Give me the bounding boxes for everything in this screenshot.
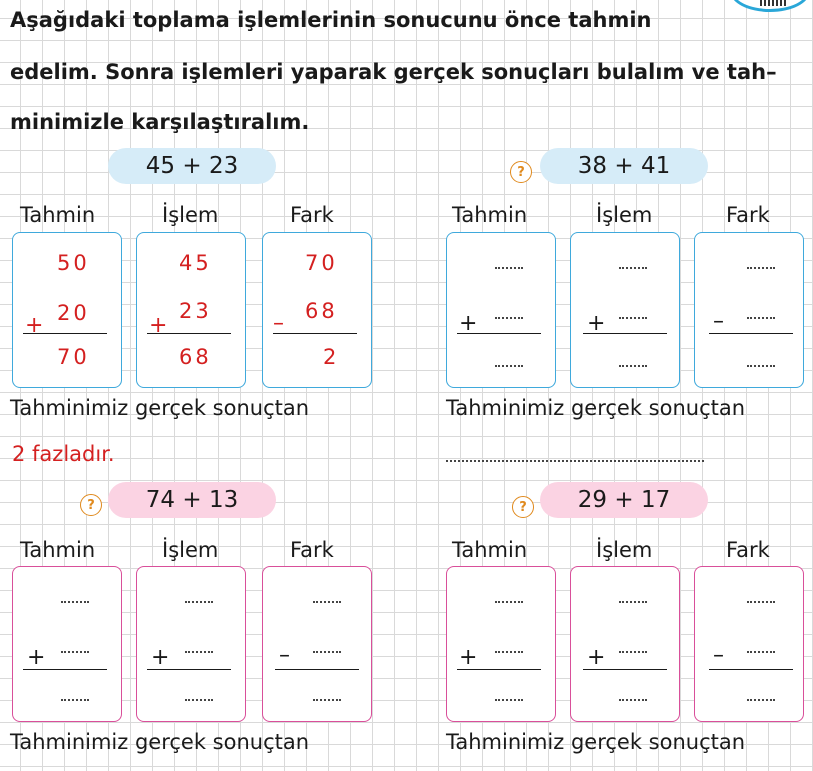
tahmin-bottom: 20 (57, 301, 90, 325)
blank-bottom[interactable] (495, 317, 523, 319)
islem-box[interactable] (570, 566, 680, 722)
blank-bottom[interactable] (61, 651, 89, 653)
fark-box[interactable] (694, 566, 804, 722)
tahmin-top: 50 (57, 251, 90, 275)
comparison-answer: 2 fazladır. (12, 442, 115, 466)
expression-pill: 38 + 41 (540, 148, 708, 184)
blank-result[interactable] (185, 699, 213, 701)
fark-box[interactable] (262, 566, 372, 722)
difference-line (275, 669, 359, 670)
blank-bottom[interactable] (313, 651, 341, 653)
blank-result[interactable] (313, 699, 341, 701)
difference-line (273, 333, 357, 334)
header-fark: Fark (726, 538, 770, 562)
tahmin-box[interactable] (12, 566, 122, 722)
islem-box[interactable] (136, 566, 246, 722)
tahmin-box[interactable] (446, 232, 556, 388)
blank-result[interactable] (747, 365, 775, 367)
plus-sign: + (151, 645, 170, 670)
question-icon: ? (510, 161, 532, 183)
sum-line (23, 333, 107, 334)
blank-result[interactable] (747, 699, 775, 701)
expression-pill: 29 + 17 (540, 482, 708, 518)
tahmin-box (12, 232, 122, 388)
sum-line (23, 669, 107, 670)
tahmin-box[interactable] (446, 566, 556, 722)
header-fark: Fark (726, 203, 770, 227)
plus-sign: + (587, 645, 606, 670)
blank-bottom[interactable] (185, 651, 213, 653)
comparison-sentence: Tahminimiz gerçek sonuçtan (10, 396, 310, 420)
blank-result[interactable] (619, 699, 647, 701)
comparison-sentence: Tahminimiz gerçek sonuçtan (10, 730, 310, 754)
header-islem: İşlem (596, 538, 653, 562)
header-islem: İşlem (162, 538, 219, 562)
plus-sign: + (587, 311, 606, 336)
header-tahmin: Tahmin (452, 203, 528, 227)
sum-line (583, 669, 667, 670)
difference-line (709, 333, 793, 334)
tahmin-result: 70 (57, 345, 90, 369)
blank-top[interactable] (495, 267, 523, 269)
instruction-line-3: minimizle karşılaştıralım. (10, 110, 310, 134)
sum-line (147, 669, 231, 670)
islem-top: 45 (179, 251, 212, 275)
plus-sign: + (25, 313, 44, 338)
header-fark: Fark (290, 203, 334, 227)
plus-sign: + (459, 311, 478, 336)
header-islem: İşlem (162, 203, 219, 227)
blank-bottom[interactable] (747, 317, 775, 319)
plus-sign: + (459, 645, 478, 670)
question-icon: ? (512, 496, 534, 518)
minus-sign: – (713, 309, 724, 334)
blank-bottom[interactable] (747, 651, 775, 653)
blank-bottom[interactable] (495, 651, 523, 653)
blank-top[interactable] (185, 601, 213, 603)
islem-box[interactable] (570, 232, 680, 388)
minus-sign: – (273, 311, 284, 336)
sum-line (457, 669, 541, 670)
expression-pill: 74 + 13 (108, 482, 276, 518)
islem-result: 68 (179, 345, 212, 369)
header-tahmin: Tahmin (20, 538, 96, 562)
islem-bottom: 23 (179, 299, 212, 323)
plus-sign: + (149, 313, 168, 338)
header-tahmin: Tahmin (452, 538, 528, 562)
blank-top[interactable] (619, 267, 647, 269)
islem-box (136, 232, 246, 388)
header-islem: İşlem (596, 203, 653, 227)
fark-box (262, 232, 372, 388)
fark-bottom: 68 (305, 299, 338, 323)
difference-line (709, 669, 793, 670)
header-fark: Fark (290, 538, 334, 562)
sum-line (457, 333, 541, 334)
qr-code-icon (760, 0, 786, 6)
blank-top[interactable] (747, 267, 775, 269)
blank-top[interactable] (619, 601, 647, 603)
question-icon: ? (80, 494, 102, 516)
blank-result[interactable] (495, 699, 523, 701)
answer-blank[interactable] (446, 460, 704, 462)
fark-top: 70 (305, 251, 338, 275)
blank-top[interactable] (61, 601, 89, 603)
blank-top[interactable] (313, 601, 341, 603)
minus-sign: – (279, 643, 290, 668)
expression-pill: 45 + 23 (108, 148, 276, 184)
sum-line (583, 333, 667, 334)
blank-top[interactable] (747, 601, 775, 603)
blank-result[interactable] (619, 365, 647, 367)
fark-box[interactable] (694, 232, 804, 388)
comparison-sentence: Tahminimiz gerçek sonuçtan (446, 730, 746, 754)
fark-result: 2 (323, 345, 340, 369)
header-tahmin: Tahmin (20, 203, 96, 227)
minus-sign: – (713, 643, 724, 668)
plus-sign: + (27, 645, 46, 670)
sum-line (147, 333, 231, 334)
comparison-sentence: Tahminimiz gerçek sonuçtan (446, 396, 746, 420)
blank-bottom[interactable] (619, 651, 647, 653)
blank-top[interactable] (495, 601, 523, 603)
blank-bottom[interactable] (619, 317, 647, 319)
instruction-line-2: edelim. Sonra işlemleri yaparak gerçek sonuçları bulalım ve tah– (10, 60, 777, 84)
instruction-line-1: Aşağıdaki toplama işlemlerinin sonucunu önce tahmin (10, 8, 652, 32)
blank-result[interactable] (61, 699, 89, 701)
blank-result[interactable] (495, 365, 523, 367)
